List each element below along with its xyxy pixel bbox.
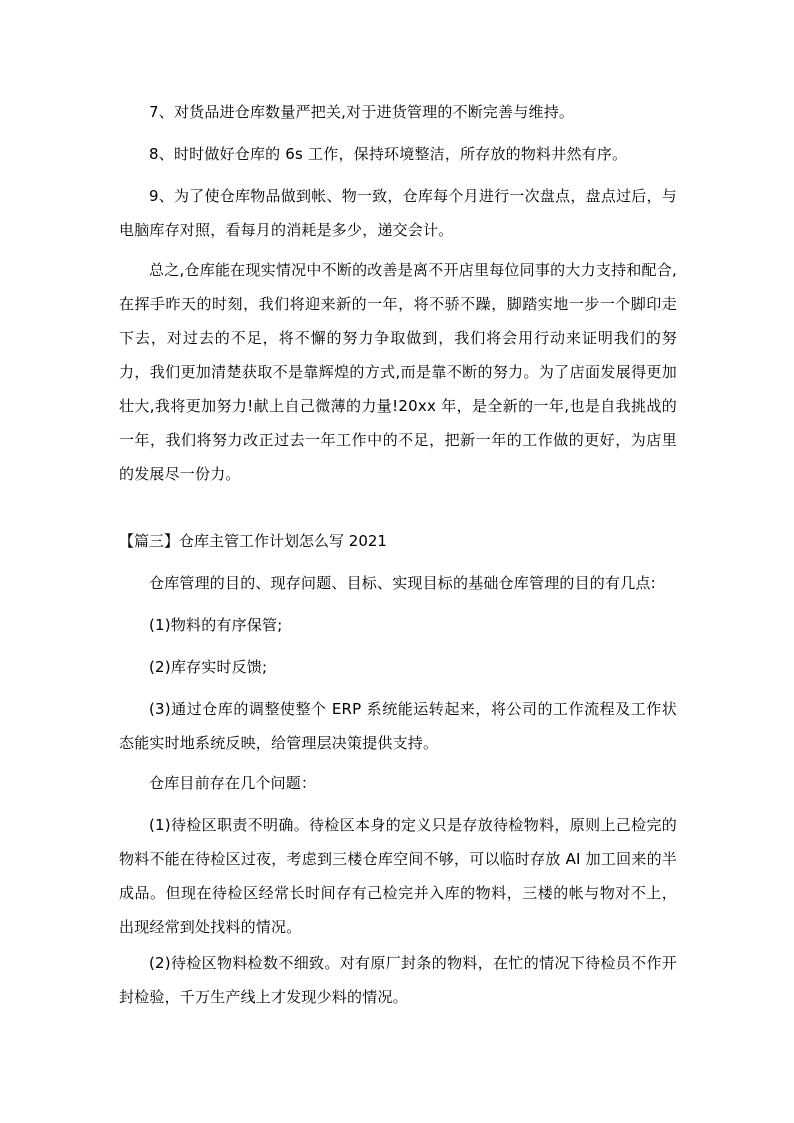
paragraph-conclusion: 总之,仓库能在现实情况中不断的改善是离不开店里每位同事的大力支持和配合,在挥手昨天的时刻，我们将迎来新的一年，将不骄不躁，脚踏实地一步一个脚印走下去，对过去的不足，将不懈的努力争取做到，我们将会用行动来证明我们的努力，我们更加清楚获取不是靠辉煌的方式,而是靠不断的努力。为了店面发展得更加壮大,我将更加努力!献上自己微薄的力量!20xx 年，是全新的一年,也是自我挑战的一年，我们将努力改正过去一年工作中的不足，把新一年的工作做的更好，为店里的发展尽一份力。 <box>119 261 677 483</box>
paragraph-problems-title: 仓库目前存在几个问题： <box>149 774 317 792</box>
paragraph-intro: 仓库管理的目的、现存问题、目标、实现目标的基础仓库管理的目的有几点: <box>149 574 656 592</box>
paragraph-purpose-1: (1)物料的有序保管; <box>149 616 283 634</box>
paragraph-item-7: 7、对货品进仓库数量严把关,对于进货管理的不断完善与维持。 <box>149 103 575 121</box>
paragraph-problem-2: (2)待检区物料检数不细致。对有原厂封条的物料，在忙的情况下待检员不作开封检验，千万生产线上才发现少料的情况。 <box>119 954 677 1006</box>
paragraph-item-9: 9、为了使仓库物品做到帐、物一致，仓库每个月进行一次盘点，盘点过后，与电脑库存对照，看每月的消耗是多少，递交会计。 <box>119 187 677 239</box>
paragraph-item-8: 8、时时做好仓库的 6s 工作，保持环境整洁，所存放的物料井然有序。 <box>149 145 628 163</box>
paragraph-problem-1: (1)待检区职责不明确。待检区本身的定义只是存放待检物料，原则上己检完的物料不能在待检区过夜，考虑到三楼仓库空间不够，可以临时存放 AI 加工回来的半成品。但现在待检区经常长时间存有己检完并入库的物料，三楼的帐与物对不上，出现经常到处找料的情况。 <box>119 816 677 936</box>
section-heading: 【篇三】仓库主管工作计划怎么写 2021 <box>119 532 387 550</box>
paragraph-purpose-2: (2)库存实时反馈; <box>149 658 268 676</box>
paragraph-purpose-3: (3)通过仓库的调整使整个 ERP 系统能运转起来，将公司的工作流程及工作状态能实时地系统反映，给管理层决策提供支持。 <box>119 700 677 752</box>
